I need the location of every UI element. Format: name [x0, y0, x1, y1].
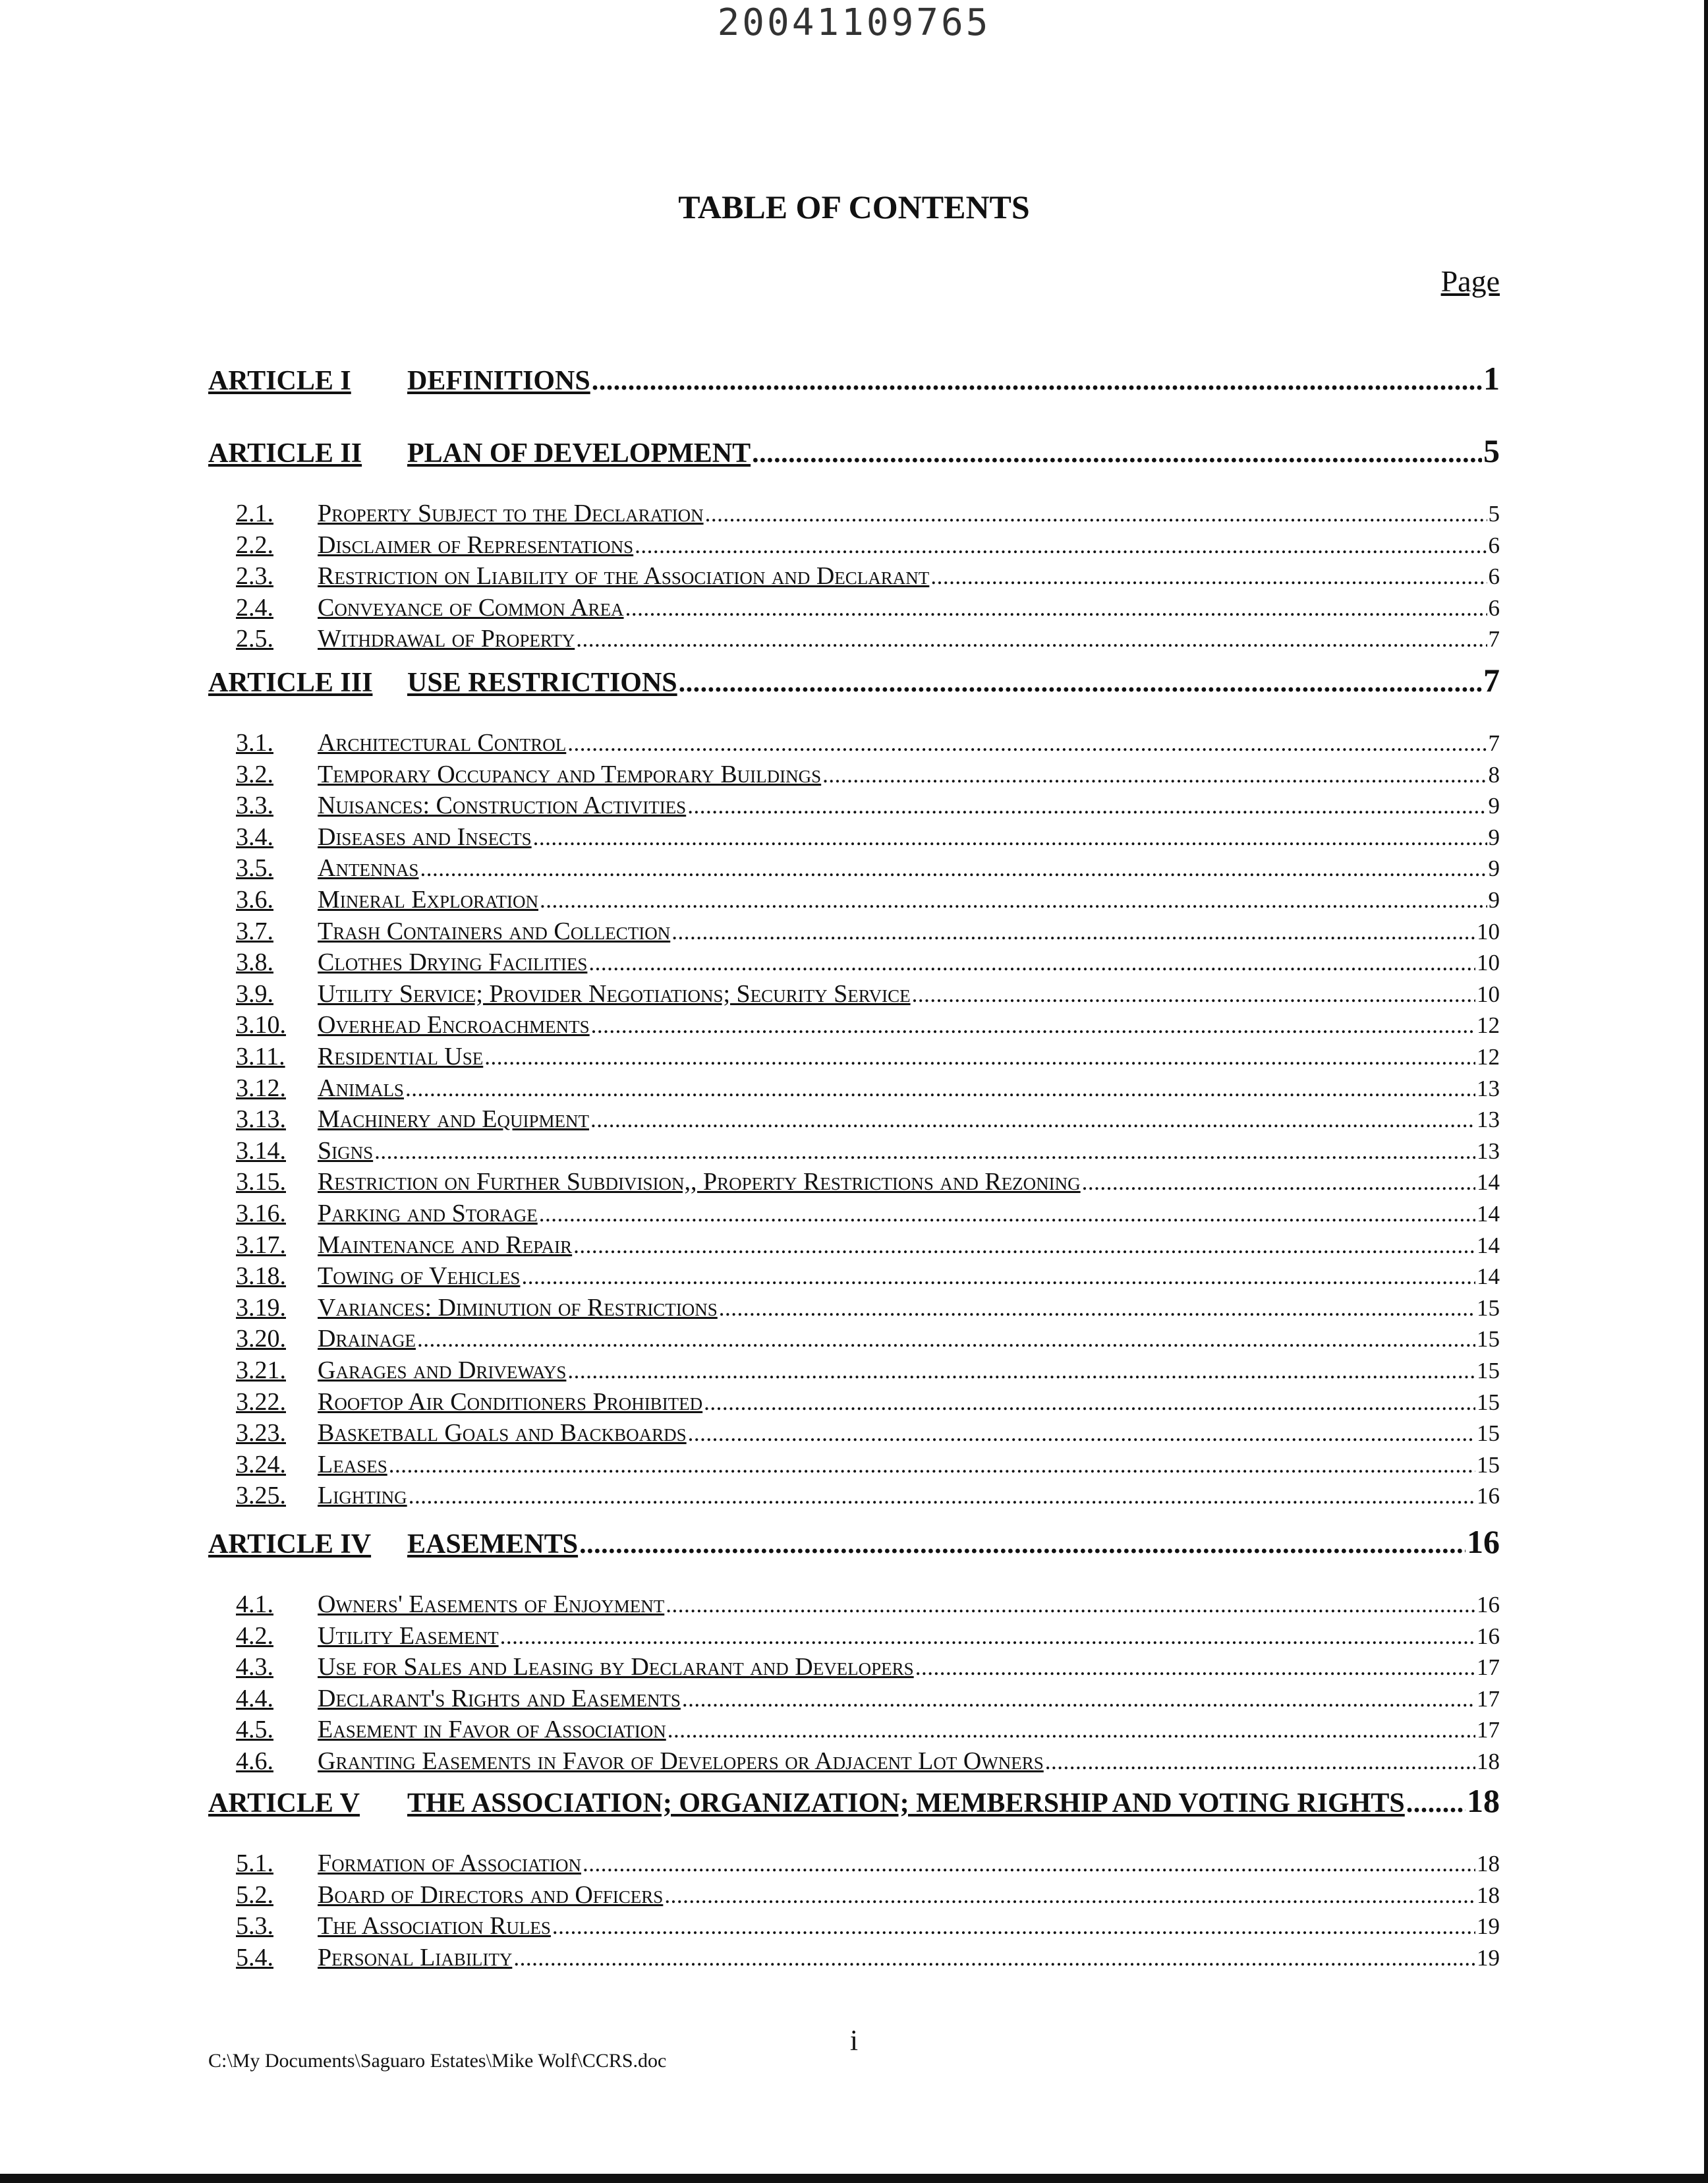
dot-leader	[540, 887, 1487, 914]
dot-leader	[539, 1201, 1475, 1227]
toc-section-entry[interactable]	[208, 1293, 1500, 1322]
dot-leader	[521, 1264, 1475, 1290]
section-number: 3.2.	[236, 761, 273, 788]
section-title: Basketball Goals and Backboards	[318, 1419, 687, 1447]
toc-section-entry[interactable]	[208, 1450, 1500, 1479]
article-label: ARTICLE III	[208, 668, 373, 698]
section-title: Easement in Favor of Association	[318, 1716, 666, 1743]
page-edge-right	[1704, 0, 1708, 2183]
section-title: Machinery and Equipment	[318, 1105, 589, 1133]
page-number: 12	[1477, 1044, 1500, 1070]
dot-leader	[552, 1913, 1475, 1940]
section-number: 2.3.	[236, 562, 273, 590]
toc-section-entry[interactable]	[208, 1042, 1500, 1071]
toc-article-entry[interactable]	[208, 661, 1500, 699]
page-number: 15	[1477, 1358, 1500, 1383]
toc-section-entry[interactable]	[208, 1621, 1500, 1650]
toc-section-entry[interactable]	[208, 1167, 1500, 1196]
page-title: TABLE OF CONTENTS	[678, 189, 1030, 225]
section-title: Leases	[318, 1451, 387, 1478]
page-number: 10	[1477, 981, 1500, 1007]
page-number: 14	[1477, 1264, 1500, 1289]
page-number: 5	[1483, 432, 1500, 469]
dot-leader	[679, 667, 1482, 699]
section-title: Signs	[318, 1137, 374, 1165]
dot-leader	[583, 1851, 1475, 1877]
section-title: Nuisances: Construction Activities	[318, 792, 687, 819]
page-number: 14	[1477, 1201, 1500, 1227]
toc-section-entry[interactable]	[208, 1911, 1500, 1940]
section-number: 3.8.	[236, 948, 273, 976]
dot-leader	[666, 1592, 1475, 1618]
dot-leader	[579, 1528, 1466, 1560]
page-number: 19	[1477, 1945, 1500, 1971]
toc-section-entry[interactable]	[208, 885, 1500, 914]
page-number: 14	[1477, 1169, 1500, 1195]
page-number: 10	[1477, 950, 1500, 975]
toc-article-entry[interactable]	[208, 1523, 1500, 1561]
article-title: THE ASSOCIATION; ORGANIZATION; MEMBERSHIP AND VOTING RIGHTS	[407, 1788, 1405, 1819]
page-number: 13	[1477, 1107, 1500, 1132]
section-number: 3.1.	[236, 729, 273, 757]
dot-leader	[912, 981, 1475, 1008]
toc-section-entry[interactable]	[208, 1747, 1500, 1776]
page-number: 12	[1477, 1012, 1500, 1038]
dot-leader	[687, 793, 1487, 819]
dot-leader	[590, 1107, 1475, 1133]
toc-section-entry[interactable]	[208, 1684, 1500, 1713]
dot-leader	[688, 1420, 1475, 1447]
section-title: Parking and Storage	[318, 1200, 538, 1227]
section-title: Conveyance of Common Area	[318, 594, 624, 622]
page-number: 9	[1488, 825, 1500, 850]
article-title: PLAN OF DEVELOPMENT	[407, 438, 751, 469]
section-number: 3.12.	[236, 1074, 286, 1102]
page-number: 18	[1477, 1749, 1500, 1774]
dot-leader	[567, 730, 1487, 757]
toc-section-entry[interactable]	[208, 979, 1500, 1008]
section-number: 4.4.	[236, 1685, 273, 1712]
page-number: 9	[1488, 887, 1500, 913]
section-number: 2.5.	[236, 625, 273, 653]
toc-section-entry[interactable]	[208, 917, 1500, 946]
dot-leader	[682, 1686, 1475, 1712]
dot-leader	[389, 1452, 1475, 1478]
dot-leader	[915, 1654, 1475, 1681]
section-number: 3.16.	[236, 1200, 286, 1227]
page-number: 6	[1488, 533, 1500, 558]
page-number: 8	[1488, 762, 1500, 788]
section-number: 4.2.	[236, 1622, 273, 1650]
section-title: Trash Containers and Collection	[318, 917, 671, 945]
section-title: Use for Sales and Leasing by Declarant and Developers	[318, 1653, 914, 1681]
dot-leader	[705, 501, 1487, 527]
section-number: 3.22.	[236, 1388, 286, 1416]
dot-leader	[567, 1358, 1475, 1384]
page-number: 15	[1477, 1389, 1500, 1415]
section-title: Property Subject to the Declaration	[318, 500, 704, 527]
page-number: 7	[1488, 626, 1500, 652]
toc-section-entry[interactable]	[208, 854, 1500, 883]
section-number: 3.5.	[236, 854, 273, 882]
toc-section-entry[interactable]	[208, 823, 1500, 852]
section-number: 2.1.	[236, 500, 273, 527]
page-number: 9	[1488, 793, 1500, 819]
toc-section-entry[interactable]	[208, 593, 1500, 622]
section-title: Architectural Control	[318, 729, 567, 757]
page-number: 13	[1477, 1076, 1500, 1101]
dot-leader	[592, 365, 1482, 397]
article-title: EASEMENTS	[407, 1529, 579, 1559]
section-title: Owners' Easements of Enjoyment	[318, 1590, 665, 1618]
article-label: ARTICLE V	[208, 1788, 360, 1819]
dot-leader	[671, 919, 1475, 945]
toc-section-entry[interactable]	[208, 1324, 1500, 1353]
section-number: 5.2.	[236, 1881, 273, 1909]
section-title: Animals	[318, 1074, 404, 1102]
toc-section-entry[interactable]	[208, 1590, 1500, 1619]
dot-leader	[513, 1945, 1475, 1971]
dot-leader	[484, 1044, 1475, 1070]
footer-file-path: C:\My Documents\Saguaro Estates\Mike Wolf\CCRS.doc	[208, 2050, 667, 2072]
section-number: 3.19.	[236, 1294, 286, 1322]
section-title: Formation of Association	[318, 1849, 582, 1877]
toc-section-entry[interactable]	[208, 760, 1500, 789]
toc-section-entry[interactable]	[208, 1880, 1500, 1909]
dot-leader	[719, 1295, 1475, 1322]
page-number: 18	[1467, 1782, 1500, 1819]
section-number: 3.25.	[236, 1482, 286, 1509]
section-title: Utility Service; Provider Negotiations; Security Service	[318, 980, 911, 1008]
section-title: Towing of Vehicles	[318, 1262, 521, 1290]
section-number: 3.11.	[236, 1043, 285, 1070]
toc-section-entry[interactable]	[208, 1715, 1500, 1744]
page-number: 16	[1467, 1523, 1500, 1560]
toc-section-entry[interactable]	[208, 1231, 1500, 1260]
section-number: 5.1.	[236, 1849, 273, 1877]
dot-leader	[930, 564, 1487, 590]
toc-section-entry[interactable]	[208, 1418, 1500, 1447]
toc-section-entry[interactable]	[208, 948, 1500, 977]
section-title: Temporary Occupancy and Temporary Buildings	[318, 761, 822, 788]
section-number: 4.3.	[236, 1653, 273, 1681]
dot-leader	[668, 1717, 1475, 1743]
section-title: Diseases and Insects	[318, 823, 532, 851]
section-title: Maintenance and Repair	[318, 1231, 573, 1259]
page-edge-bottom	[0, 2174, 1708, 2183]
section-title: Mineral Exploration	[318, 886, 538, 914]
section-title: Board of Directors and Officers	[318, 1881, 664, 1909]
section-number: 3.23.	[236, 1419, 286, 1447]
dot-leader	[417, 1326, 1475, 1353]
page-number: 7	[1488, 730, 1500, 756]
toc-section-entry[interactable]	[208, 1105, 1500, 1134]
page-number: 5	[1488, 501, 1500, 527]
toc-section-entry[interactable]	[208, 1849, 1500, 1878]
section-number: 3.4.	[236, 823, 273, 851]
toc-section-entry[interactable]	[208, 499, 1500, 528]
toc-section-entry[interactable]	[208, 728, 1500, 757]
page-number: 18	[1477, 1851, 1500, 1877]
section-title: Withdrawal of Property	[318, 625, 575, 653]
dot-leader	[625, 595, 1487, 622]
dot-leader	[588, 950, 1475, 976]
section-number: 2.2.	[236, 531, 273, 559]
dot-leader	[405, 1076, 1475, 1102]
section-number: 3.20.	[236, 1325, 286, 1353]
toc-section-entry[interactable]	[208, 1356, 1500, 1385]
toc-section-entry[interactable]	[208, 1199, 1500, 1228]
dot-leader	[533, 825, 1487, 851]
article-label: ARTICLE II	[208, 438, 362, 469]
section-number: 3.17.	[236, 1231, 286, 1259]
dot-leader	[591, 1012, 1475, 1039]
page-number: 16	[1477, 1623, 1500, 1649]
article-label: ARTICLE IV	[208, 1529, 372, 1559]
section-title: Rooftop Air Conditioners Prohibited	[318, 1388, 703, 1416]
section-number: 4.6.	[236, 1747, 273, 1775]
dot-leader	[752, 438, 1482, 469]
page-number: 15	[1477, 1420, 1500, 1446]
section-title: Variances: Diminution of Restrictions	[318, 1294, 718, 1322]
article-label: ARTICLE I	[208, 366, 351, 396]
toc-section-entry[interactable]	[208, 1010, 1500, 1039]
section-number: 3.9.	[236, 980, 273, 1008]
section-title: Lighting	[318, 1482, 407, 1509]
page-number: 14	[1477, 1233, 1500, 1258]
section-number: 2.4.	[236, 594, 273, 622]
dot-leader	[500, 1623, 1475, 1650]
section-title: Restriction on Liability of the Association and Declarant	[318, 562, 930, 590]
dot-leader	[1045, 1749, 1475, 1775]
dot-leader	[1082, 1169, 1475, 1196]
section-title: Drainage	[318, 1325, 416, 1353]
toc-section-entry[interactable]	[208, 624, 1500, 653]
toc-section-entry[interactable]	[208, 531, 1500, 560]
section-title: Disclaimer of Representations	[318, 531, 634, 559]
section-title: Restriction on Further Subdivision,, Property Restrictions and Rezoning	[318, 1168, 1081, 1196]
page-number: 17	[1477, 1686, 1500, 1712]
page-column-header: Page	[1440, 264, 1500, 298]
toc-article-entry[interactable]	[208, 432, 1500, 470]
section-number: 3.21.	[236, 1356, 286, 1384]
section-number: 4.1.	[236, 1590, 273, 1618]
dot-leader	[822, 762, 1487, 788]
dot-leader	[704, 1389, 1475, 1416]
page-number: 1	[1483, 360, 1500, 397]
section-number: 3.13.	[236, 1105, 286, 1133]
toc-article-entry[interactable]	[208, 359, 1500, 397]
page-number: 15	[1477, 1295, 1500, 1321]
page-number: 16	[1477, 1592, 1500, 1617]
page-number: 18	[1477, 1882, 1500, 1908]
section-number: 3.7.	[236, 917, 273, 945]
section-number: 3.24.	[236, 1451, 286, 1478]
toc-section-entry[interactable]	[208, 791, 1500, 820]
page-number: 9	[1488, 856, 1500, 881]
toc-article-entry[interactable]	[208, 1782, 1500, 1820]
section-title: Garages and Driveways	[318, 1356, 567, 1384]
section-title: Clothes Drying Facilities	[318, 948, 588, 976]
toc-section-entry[interactable]	[208, 1074, 1500, 1103]
dot-leader	[635, 533, 1487, 559]
page-number: 17	[1477, 1717, 1500, 1743]
article-title: USE RESTRICTIONS	[407, 668, 677, 698]
section-number: 5.4.	[236, 1944, 273, 1971]
page-number: 13	[1477, 1138, 1500, 1164]
dot-leader	[573, 1233, 1475, 1259]
page-number: 15	[1477, 1452, 1500, 1478]
page-number: 10	[1477, 919, 1500, 945]
section-title: Utility Easement	[318, 1622, 499, 1650]
toc-section-entry[interactable]	[208, 562, 1500, 591]
toc-section-entry[interactable]	[208, 1136, 1500, 1165]
page-number: 6	[1488, 595, 1500, 621]
page-number: 16	[1477, 1483, 1500, 1509]
document-number: 20041109765	[717, 1, 991, 44]
toc-section-entry[interactable]	[208, 1262, 1500, 1291]
section-number: 5.3.	[236, 1912, 273, 1940]
dot-leader	[576, 626, 1487, 653]
page-number: 7	[1483, 662, 1500, 699]
section-title: Antennas	[318, 854, 419, 882]
article-title: DEFINITIONS	[407, 366, 590, 396]
section-title: Residential Use	[318, 1043, 484, 1070]
page-number: 6	[1488, 564, 1500, 589]
section-title: Overhead Encroachments	[318, 1011, 590, 1039]
section-number: 3.18.	[236, 1262, 286, 1290]
dot-leader	[409, 1483, 1475, 1509]
toc-section-entry[interactable]	[208, 1652, 1500, 1681]
section-title: Granting Easements in Favor of Developers or Adjacent Lot Owners	[318, 1747, 1044, 1775]
section-title: Personal Liability	[318, 1944, 513, 1971]
dot-leader	[374, 1138, 1475, 1165]
toc-section-entry[interactable]	[208, 1943, 1500, 1972]
dot-leader	[1406, 1788, 1466, 1819]
section-title: Declarant's Rights and Easements	[318, 1685, 681, 1712]
section-number: 3.10.	[236, 1011, 286, 1039]
dot-leader	[664, 1882, 1475, 1909]
toc-section-entry[interactable]	[208, 1481, 1500, 1510]
toc-section-entry[interactable]	[208, 1387, 1500, 1416]
page-folio: i	[849, 2024, 859, 2056]
section-title: The Association Rules	[318, 1912, 551, 1940]
dot-leader	[420, 856, 1487, 882]
section-number: 3.3.	[236, 792, 273, 819]
section-number: 3.6.	[236, 886, 273, 914]
section-number: 4.5.	[236, 1716, 273, 1743]
section-number: 3.14.	[236, 1137, 286, 1165]
page-number: 15	[1477, 1326, 1500, 1352]
page-number: 19	[1477, 1913, 1500, 1939]
page-number: 17	[1477, 1654, 1500, 1680]
section-number: 3.15.	[236, 1168, 286, 1196]
